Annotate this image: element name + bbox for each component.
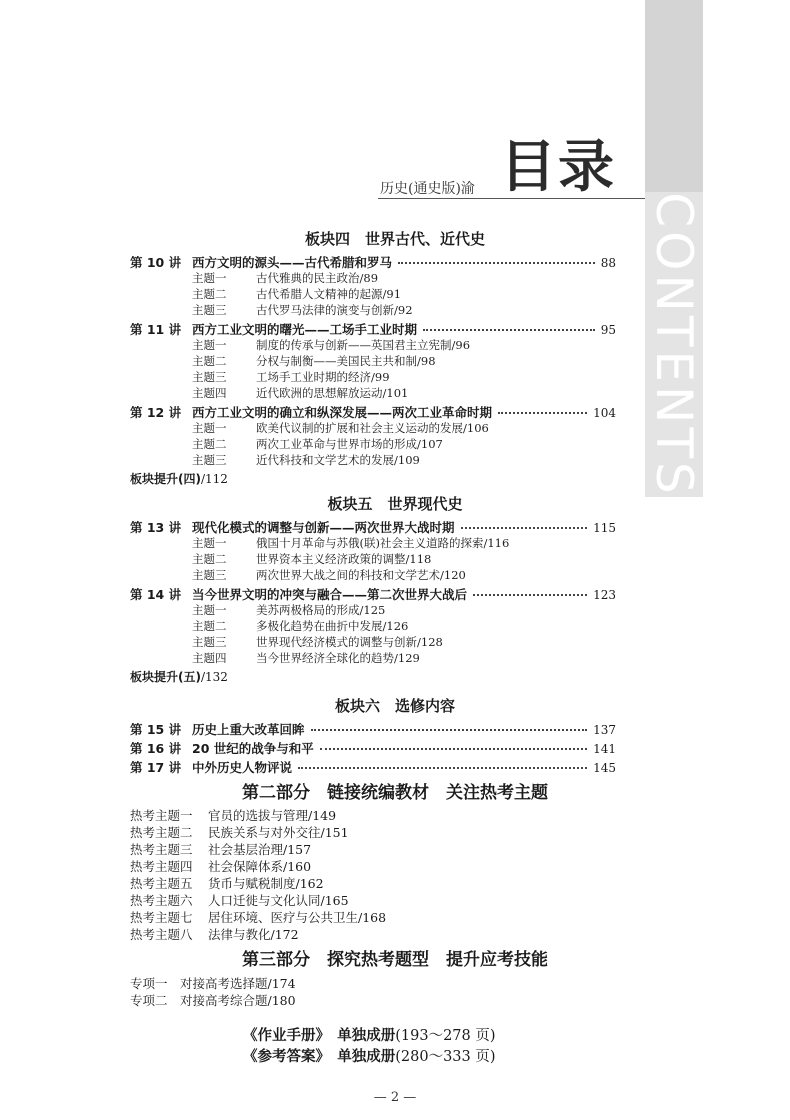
lecture-title: 20 世纪的战争与和平 — [192, 741, 314, 756]
topic-row — [192, 602, 612, 618]
topic-number: 主题四 — [192, 651, 227, 665]
hot-topic-title: 社会保障体系/160 — [208, 859, 312, 874]
lecture-row — [130, 253, 616, 271]
hot-topic-title: 居住环境、医疗与公共卫生/168 — [208, 910, 387, 925]
hot-topic-row — [130, 908, 386, 926]
hot-topic-number: 热考主题六 — [130, 893, 193, 908]
book-pages: (280～333 页) — [395, 1049, 496, 1065]
side-band-top — [645, 0, 703, 192]
leader-dots — [423, 329, 595, 331]
hot-topic-title: 民族关系与对外交往/151 — [208, 825, 349, 840]
section-review-page: /132 — [200, 670, 228, 684]
lecture-row — [130, 403, 616, 421]
topic-title: 两次工业革命与世界市场的形成/107 — [256, 437, 443, 451]
topic-row — [192, 567, 612, 583]
hot-topic-number: 热考主题一 — [130, 808, 193, 823]
section-title: 板块五 世界现代史 — [327, 495, 463, 513]
topic-number: 主题一 — [192, 536, 227, 550]
hot-topic-title: 人口迁徙与文化认同/165 — [208, 893, 349, 908]
topic-number: 主题一 — [192, 338, 227, 352]
leader-dots — [473, 594, 587, 596]
lecture-number: 第 17 讲 — [130, 760, 182, 775]
title-rule — [378, 198, 645, 199]
hot-topic-number: 热考主题三 — [130, 842, 193, 857]
topic-number: 主题二 — [192, 287, 227, 301]
topic-number: 主题三 — [192, 370, 227, 384]
topic-row — [192, 286, 612, 302]
leader-dots — [298, 767, 587, 769]
lecture-title: 历史上重大改革回眸 — [192, 722, 305, 737]
topic-row — [192, 535, 612, 551]
hot-topic-row — [130, 806, 336, 824]
lecture-title: 中外历史人物评说 — [192, 760, 293, 775]
leader-dots — [398, 262, 595, 264]
topic-number: 主题三 — [192, 635, 227, 649]
topic-row — [192, 634, 612, 650]
lecture-number: 第 14 讲 — [130, 587, 182, 602]
topic-title: 古代雅典的民主政治/89 — [256, 271, 379, 285]
lecture-row — [130, 758, 616, 776]
lecture-title: 当今世界文明的冲突与融合——第二次世界大战后 — [192, 587, 468, 602]
topic-title: 古代希腊人文精神的起源/91 — [256, 287, 402, 301]
section-title: 板块六 选修内容 — [334, 697, 455, 715]
topic-number: 主题三 — [192, 453, 227, 467]
topic-row — [192, 420, 612, 436]
hot-topic-title: 官员的选拔与管理/149 — [208, 808, 337, 823]
special-topic-number: 专项一 — [130, 976, 181, 991]
hot-topic-number: 热考主题二 — [130, 825, 193, 840]
topic-title: 美苏两极格局的形成/125 — [256, 603, 386, 617]
topic-row — [192, 436, 612, 452]
book-pages: (193～278 页) — [395, 1028, 496, 1044]
topic-row — [192, 337, 612, 353]
lecture-number: 第 15 讲 — [130, 722, 182, 737]
topic-number: 主题二 — [192, 354, 227, 368]
lecture-number: 第 12 讲 — [130, 405, 182, 420]
topic-title: 当今世界经济全球化的趋势/129 — [256, 651, 420, 665]
topic-title: 制度的传承与创新——英国君主立宪制/96 — [256, 338, 471, 352]
topic-row — [192, 369, 612, 385]
lecture-page: 104 — [593, 406, 616, 420]
lecture-title: 现代化模式的调整与创新——两次世界大战时期 — [192, 520, 455, 535]
topic-number: 主题三 — [192, 303, 227, 317]
hot-topic-row — [130, 840, 311, 858]
part-three-title: 第三部分 探究热考题型 提升应考技能 — [242, 950, 548, 970]
hot-topic-row — [130, 925, 299, 943]
separate-book-row — [243, 1045, 496, 1066]
topic-title: 工场手工业时期的经济/99 — [256, 370, 390, 384]
topic-title: 两次世界大战之间的科技和文学艺术/120 — [256, 568, 466, 582]
topic-number: 主题四 — [192, 386, 227, 400]
leader-dots — [461, 527, 588, 529]
leader-dots — [320, 748, 587, 750]
lecture-row — [130, 585, 616, 603]
special-topic-number: 专项二 — [130, 993, 181, 1008]
special-topic-title: 对接高考综合题/180 — [180, 993, 296, 1008]
page-number: — 2 — — [373, 1090, 417, 1105]
topic-title: 多极化趋势在曲折中发展/126 — [256, 619, 409, 633]
lecture-page: 88 — [600, 256, 616, 270]
lecture-page: 137 — [593, 723, 616, 737]
leader-dots — [498, 412, 587, 414]
topic-row — [192, 551, 612, 567]
section-review — [130, 668, 228, 685]
separate-book-row — [243, 1024, 496, 1045]
section-title: 板块四 世界古代、近代史 — [304, 230, 485, 248]
book-desc: 单独成册 — [337, 1048, 396, 1065]
lecture-number: 第 13 讲 — [130, 520, 182, 535]
lecture-page: 141 — [593, 742, 616, 756]
page-title: 目录 — [500, 135, 616, 200]
lecture-title: 西方文明的源头——古代希腊和罗马 — [192, 255, 393, 270]
hot-topic-number: 热考主题五 — [130, 876, 193, 891]
hot-topic-title: 社会基层治理/157 — [208, 842, 312, 857]
hot-topic-number: 热考主题七 — [130, 910, 193, 925]
topic-number: 主题二 — [192, 437, 227, 451]
topic-row — [192, 353, 612, 369]
lecture-page: 115 — [593, 521, 616, 535]
topic-row — [192, 302, 612, 318]
topic-title: 近代科技和文学艺术的发展/109 — [256, 453, 420, 467]
topic-title: 欧美代议制的扩展和社会主义运动的发展/106 — [256, 421, 489, 435]
part-two-title: 第二部分 链接统编教材 关注热考主题 — [242, 783, 548, 803]
topic-number: 主题三 — [192, 568, 227, 582]
lecture-page: 123 — [593, 588, 616, 602]
topic-number: 主题一 — [192, 271, 227, 285]
lecture-page: 145 — [593, 761, 616, 775]
special-topic-title: 对接高考选择题/174 — [180, 976, 296, 991]
topic-row — [192, 270, 612, 286]
topic-row — [192, 618, 612, 634]
book-subtitle: 历史(通史版)渝 — [380, 181, 475, 197]
hot-topic-number: 热考主题四 — [130, 859, 193, 874]
special-topic-row — [130, 991, 296, 1009]
section-review-label: 板块提升(五) — [130, 670, 201, 684]
lecture-number: 第 10 讲 — [130, 255, 182, 270]
section-review — [130, 470, 228, 487]
leader-dots — [311, 729, 588, 731]
lecture-title: 西方工业文明的曙光——工场手工业时期 — [192, 322, 418, 337]
hot-topic-row — [130, 857, 311, 875]
book-name: 《作业手册》 — [243, 1027, 338, 1044]
lecture-number: 第 16 讲 — [130, 741, 182, 756]
topic-number: 主题二 — [192, 619, 227, 633]
topic-number: 主题一 — [192, 421, 227, 435]
hot-topic-title: 货币与赋税制度/162 — [208, 876, 324, 891]
lecture-title: 西方工业文明的确立和纵深发展——两次工业革命时期 — [192, 405, 493, 420]
lecture-row — [130, 320, 616, 338]
section-review-page: /112 — [200, 472, 228, 486]
hot-topic-row — [130, 823, 349, 841]
contents-vertical-word: CONTENTS — [645, 192, 703, 498]
topic-row — [192, 452, 612, 468]
lecture-row — [130, 720, 616, 738]
hot-topic-row — [130, 891, 349, 909]
topic-title: 近代欧洲的思想解放运动/101 — [256, 386, 409, 400]
topic-title: 俄国十月革命与苏俄(联)社会主义道路的探索/116 — [256, 536, 510, 550]
book-desc: 单独成册 — [337, 1027, 396, 1044]
hot-topic-number: 热考主题八 — [130, 927, 193, 942]
topic-title: 世界资本主义经济政策的调整/118 — [256, 552, 432, 566]
topic-title: 分权与制衡——美国民主共和制/98 — [256, 354, 436, 368]
topic-number: 主题二 — [192, 552, 227, 566]
hot-topic-row — [130, 874, 324, 892]
book-name: 《参考答案》 — [243, 1048, 338, 1065]
topic-row — [192, 650, 612, 666]
topic-title: 世界现代经济模式的调整与创新/128 — [256, 635, 443, 649]
lecture-row — [130, 518, 616, 536]
lecture-row — [130, 739, 616, 757]
topic-number: 主题一 — [192, 603, 227, 617]
topic-row — [192, 385, 612, 401]
lecture-number: 第 11 讲 — [130, 322, 182, 337]
hot-topic-title: 法律与教化/172 — [208, 927, 299, 942]
section-review-label: 板块提升(四) — [130, 472, 201, 486]
special-topic-row — [130, 974, 296, 992]
topic-title: 古代罗马法律的演变与创新/92 — [256, 303, 413, 317]
lecture-page: 95 — [600, 323, 616, 337]
